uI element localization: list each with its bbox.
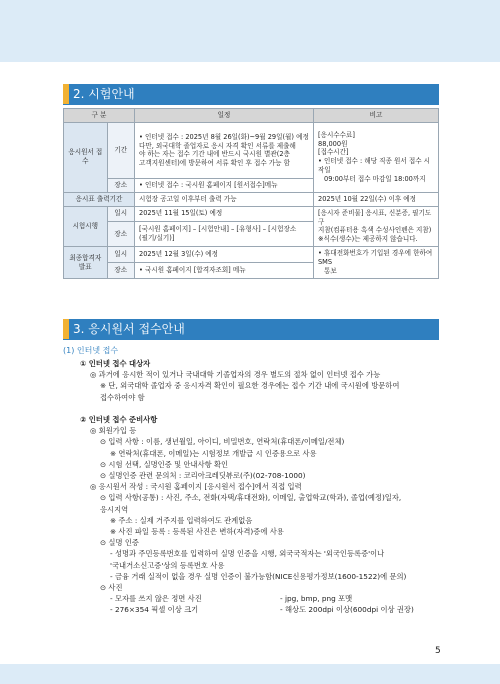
result-place-cell: • 국시원 홈페이지 [합격자조회] 메뉴 <box>135 263 314 279</box>
instruction-body <box>70 358 440 616</box>
header-category: 구 분 <box>64 109 135 123</box>
instruction-line: ② 인터넷 접수 준비사항 <box>80 415 158 425</box>
instruction-line: ◎ 회원가입 등 <box>90 426 137 436</box>
section-2-rule <box>63 104 439 105</box>
row-exam-place-sub: 장소 <box>107 222 134 247</box>
header-schedule: 일정 <box>135 109 314 123</box>
photo-requirement-row <box>70 593 440 604</box>
exam-note-line: [응시자 준비물] 응시표, 신분증, 필기도구 <box>318 208 432 226</box>
instruction-line: ※ 사진 파일 등록 : 등록된 사진은 변하(자격)증에 사용 <box>110 527 284 537</box>
exam-date-cell: 2025년 11월 15일(토) 예정 <box>135 206 314 221</box>
instruction-line: ⊙ 시험 선택, 실명인증 및 안내사항 확인 <box>100 459 229 469</box>
photo-requirement-left: - 모자를 쓰지 않은 정면 사진 <box>110 594 202 604</box>
exam-note-line: 지참(컴퓨터용 흑색 수성사인펜은 지참) <box>318 226 432 235</box>
subsection-internet-title: (1) 인터넷 접수 <box>63 346 119 355</box>
exam-place-cell <box>135 222 314 247</box>
exam-note-cell <box>314 206 439 247</box>
apply-note-line: • 인터넷 접수 : 해당 직종 원서 접수 시작일 <box>318 157 431 175</box>
exam-place-line: [국시원 홈페이지] – [시험안내] – [유형사] – [시험장소 <box>139 225 297 234</box>
result-note-line: 통보 <box>324 267 337 276</box>
header-accent-strip <box>63 319 69 339</box>
row-apply-period-sub: 기간 <box>107 122 134 178</box>
instruction-line: ※ 주소 : 실제 거주지를 입력하여도 관계없음 <box>110 515 253 525</box>
photo-requirement-row <box>70 604 440 615</box>
header-note: 비고 <box>314 109 439 123</box>
instruction-line: 응시지역 <box>100 504 129 514</box>
instruction-line: ※ 단, 외국대학 졸업자 중 응시자격 확인이 필요한 경우에는 접수 기간 내에 국시원에 방문하여 <box>100 381 400 391</box>
row-result-main: 최종합격자 발표 <box>64 247 108 279</box>
result-date-cell: 2025년 12월 3일(수) 예정 <box>135 247 314 263</box>
instruction-line: ① 인터넷 접수 대상자 <box>80 359 151 368</box>
instruction-line: ⊙ 입력 사항(공통) : 사진, 주소, 전화(자택/휴대전화), 이메일, 출업학교(학과), 졸업(예정)일자, <box>100 493 402 503</box>
section-2-title: 2. 시험안내 <box>73 87 135 101</box>
apply-period-cell <box>135 122 314 178</box>
instruction-line <box>70 403 440 414</box>
apply-note-line: 09:00부터 접수 마감일 18:00까지 <box>324 175 426 184</box>
ticket-cell: 시험장 공고일 이후부터 출력 가능 <box>135 192 314 206</box>
instruction-line: ⊙ 실명인증 관련 문의처 : 코리아크레딧뷰로(주)(02-708-1000) <box>100 471 306 481</box>
photo-requirement-right: - 해상도 200dpi 이상(600dpi 이상 권장) <box>280 605 414 615</box>
instruction-line: - 금융 거래 실적이 없을 경우 실명 인증이 불가능함(NICE신용평가정보(1600-1522)에 문의) <box>110 571 407 581</box>
apply-note-line: [접수시간] <box>318 148 349 157</box>
apply-period-line: 고객지원센터)에 방문하여 서류 확인 후 접수 가능 함 <box>139 159 291 168</box>
apply-period-line: • 인터넷 접수 : 2025년 8월 26일(화)~9월 29일(월) 예정 <box>139 132 309 141</box>
row-exam-main: 시험시행 <box>64 206 108 247</box>
section-3-rule <box>63 339 439 340</box>
section-3-header <box>63 319 439 339</box>
ticket-note-cell: 2025년 10월 22일(수) 이후 예정 <box>314 192 439 206</box>
exam-note-line: ※식수(생수)는 제공하지 않습니다. <box>318 235 418 244</box>
result-note-cell <box>314 247 439 279</box>
apply-period-line: 다만, 외국대학 졸업자로 응시 자격 확인 서류를 제출해 <box>139 141 296 150</box>
exam-place-line: (필기/실기)] <box>139 234 175 243</box>
instruction-line: - 성명과 주민등록번호를 입력하여 실명 인증을 시행, 외국국적자는 '외국인등록증'이나 <box>110 549 385 559</box>
instruction-line: ※ 연락처(휴대폰, 이메일)는 시험정보 개발급 시 인증용으로 사용 <box>110 448 317 458</box>
instruction-line: '국내거소신고증'상의 등록번호 사용 <box>110 560 225 570</box>
instruction-line: 접수하여야 함 <box>100 392 145 402</box>
instruction-line: ⊙ 사진 <box>100 583 123 593</box>
bottom-band <box>0 664 500 684</box>
exam-schedule-table <box>63 108 439 279</box>
instruction-line: ◎ 과거에 응시한 적이 있거나 국내대학 기졸업자의 경우 별도의 절차 없이 인터넷 접수 가능 <box>90 370 381 380</box>
instruction-line: ⊙ 입력 사항 : 이름, 생년월일, 아이디, 비밀번호, 연락처(휴대폰/이메일/전체) <box>100 437 345 447</box>
apply-place-cell: • 인터넷 접수 : 국시원 홈페이지 [원서접수]메뉴 <box>135 178 314 192</box>
photo-requirement-left: - 276×354 픽셀 이상 크기 <box>110 605 199 615</box>
apply-note-cell <box>314 122 439 192</box>
header-accent-strip <box>63 84 69 104</box>
section-3-title: 3. 응시원서 접수안내 <box>73 322 185 336</box>
section-2-header <box>63 84 439 104</box>
page-number: 5 <box>435 646 441 656</box>
top-band <box>0 0 500 62</box>
row-result-place-sub: 장소 <box>107 263 134 279</box>
instruction-line: ◎ 응시원서 작성 : 국시원 홈페이지 [응시원서 접수]에서 직접 입력 <box>90 482 302 492</box>
row-ticket-main: 응시표 출력기간 <box>64 192 135 206</box>
apply-note-line: 88,000원 <box>318 139 348 148</box>
apply-period-line: 야 하는 자는 접수 기간 내에 반드시 국시원 별관(2층 <box>139 150 290 159</box>
row-result-date-sub: 일시 <box>107 247 134 263</box>
apply-note-line: [응시수수료] <box>318 130 355 139</box>
row-apply-main: 응시원서 접수 <box>64 122 108 192</box>
row-apply-place-sub: 장소 <box>107 178 134 192</box>
result-note-line: • 휴대전화번호가 기입된 경우에 한하여 SMS <box>318 249 433 267</box>
photo-requirement-right: - jpg, bmp, png 포맷 <box>280 594 353 604</box>
instruction-line: ⊙ 실명 인증 <box>100 538 139 548</box>
row-exam-date-sub: 일시 <box>107 206 134 221</box>
